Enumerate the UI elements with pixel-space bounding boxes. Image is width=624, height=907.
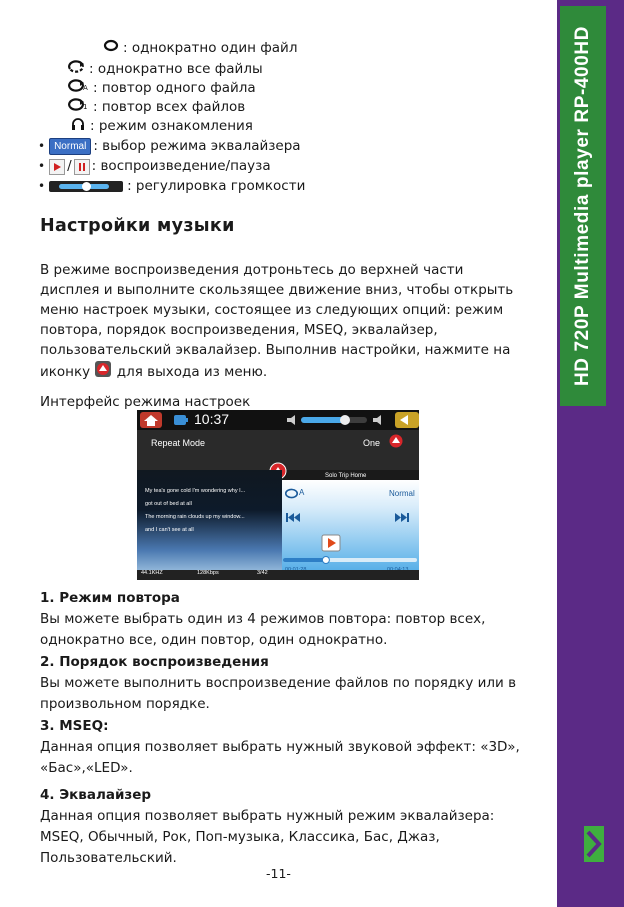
next-track-icon xyxy=(395,513,409,522)
settings-screenshot xyxy=(137,410,419,580)
battery-icon xyxy=(174,415,188,425)
item-line: Пользовательский. xyxy=(40,850,177,866)
screen-status xyxy=(137,570,419,580)
previous-track-icon xyxy=(286,513,300,522)
intro-line: В режиме воспроизведения дотроньтесь до верхней части xyxy=(40,262,464,278)
page-number: -11- xyxy=(266,866,291,881)
legend-repeat-once-all xyxy=(67,60,263,79)
lyric-line: got out of bed at all xyxy=(145,501,192,507)
section-title: Настройки музыки xyxy=(40,216,235,236)
legend-repeat-one xyxy=(67,79,256,98)
screen-volume-slider xyxy=(287,414,387,426)
chevron-right-icon xyxy=(584,826,604,862)
item-line: произвольном порядке. xyxy=(40,696,210,712)
status-counter: 3/42 xyxy=(257,570,268,576)
volume-slider-icon xyxy=(49,181,123,192)
track-title: Solo Trip Home xyxy=(325,473,367,479)
lyric-line: My tea's gone cold I'm wondering why I... xyxy=(145,488,246,494)
progress-bar xyxy=(283,556,417,564)
repeat-all-icon xyxy=(67,98,89,117)
sidebar-title: HD 720P Multimedia player RP-400HD xyxy=(572,25,593,387)
legend-text: : воспроизведение/пауза xyxy=(91,158,271,174)
legend-text: : повтор всех файлов xyxy=(93,99,246,115)
intro-line: дисплея и выполните скользящее движение вниз, чтобы открыть xyxy=(40,282,514,298)
intro-mode-icon xyxy=(70,117,86,137)
lyrics-pane xyxy=(137,470,282,570)
item-heading: 2. Порядок воспроизведения xyxy=(40,654,269,670)
exit-menu-icon xyxy=(94,360,112,384)
item-line: Вы можете выбрать один из 4 режимов повтора: повтор всех, xyxy=(40,611,486,627)
intro-line: пользовательский эквалайзер. Выполнив настройки, нажмите на xyxy=(40,342,511,358)
pause-icon xyxy=(74,159,90,175)
menu-item-label: Repeat Mode xyxy=(151,438,206,448)
intro-paragraph xyxy=(40,260,513,384)
item-line: Вы можете выполнить воспроизведение файлов по порядку или в xyxy=(40,675,517,691)
interface-label: Интерфейс режима настроек xyxy=(40,394,251,410)
legend-text: : регулировка громкости xyxy=(127,178,306,194)
repeat-once-all-icon xyxy=(67,60,85,79)
repeat-mode-label: A xyxy=(299,488,305,497)
intro-line: повтора, порядок воспроизведения, MSEQ, эквалайзер, xyxy=(40,322,438,338)
legend-repeat-all xyxy=(67,98,245,117)
intro-last-before: иконку xyxy=(40,364,91,380)
intro-last-after: для выхода из меню. xyxy=(116,364,268,380)
legend-text: : однократно один файл xyxy=(123,40,298,56)
menu-item-value: One xyxy=(363,438,381,448)
back-icon xyxy=(395,412,419,428)
repeat-one-icon xyxy=(67,79,89,98)
intro-line: меню настроек музыки, состоящее из следующих опций: режим xyxy=(40,302,504,318)
item-line: MSEQ, Обычный, Рок, Поп-музыка, Классика, Бас, Джаз, xyxy=(40,829,440,845)
status-bitrate: 128Kbps xyxy=(197,570,219,576)
legend-volume xyxy=(38,177,305,196)
item-line: «Бас»,«LED». xyxy=(40,760,133,776)
home-icon xyxy=(140,412,162,428)
legend-separator: / xyxy=(67,158,72,174)
legend-play-pause xyxy=(38,157,271,176)
play-button-icon xyxy=(321,534,341,552)
item-heading: 1. Режим повтора xyxy=(40,590,180,606)
legend-text: : выбор режима эквалайзера xyxy=(93,138,301,154)
legend-repeat-once-file xyxy=(103,39,297,58)
screen-time: 10:37 xyxy=(194,411,230,427)
eq-normal-badge: Normal xyxy=(49,138,91,155)
item-line: Данная опция позволяет выбрать нужный режим эквалайзера: xyxy=(40,808,495,824)
next-page-button[interactable] xyxy=(584,826,604,862)
lyric-line: and I can't see at all xyxy=(145,527,194,533)
legend-text: : режим ознакомления xyxy=(90,118,253,134)
legend-text: : однократно все файлы xyxy=(89,61,263,77)
intro-line-last xyxy=(40,360,513,384)
menu-up-icon xyxy=(389,434,403,448)
legend-intro-mode xyxy=(70,117,253,136)
legend-text: : повтор одного файла xyxy=(93,80,256,96)
bullet: • xyxy=(38,139,46,153)
status-frequency: 44.1KHZ xyxy=(141,570,163,576)
lyric-line: The morning rain clouds up my window... xyxy=(145,514,245,520)
play-icon xyxy=(49,159,65,175)
item-heading: 3. MSEQ: xyxy=(40,718,109,734)
eq-mode-label: Normal xyxy=(389,489,415,498)
legend-eq-mode xyxy=(38,137,301,156)
item-line: однократно все, один повтор, один однократно. xyxy=(40,632,388,648)
repeat-once-file-icon xyxy=(103,39,119,58)
svg-text:A: A xyxy=(83,84,88,92)
item-line: Данная опция позволяет выбрать нужный звуковой эффект: «3D», xyxy=(40,739,520,755)
repeat-mode-icon xyxy=(285,488,299,500)
svg-text:1: 1 xyxy=(83,103,88,111)
bullet: • xyxy=(38,179,46,193)
bullet: • xyxy=(38,159,46,173)
item-heading: 4. Эквалайзер xyxy=(40,787,152,803)
